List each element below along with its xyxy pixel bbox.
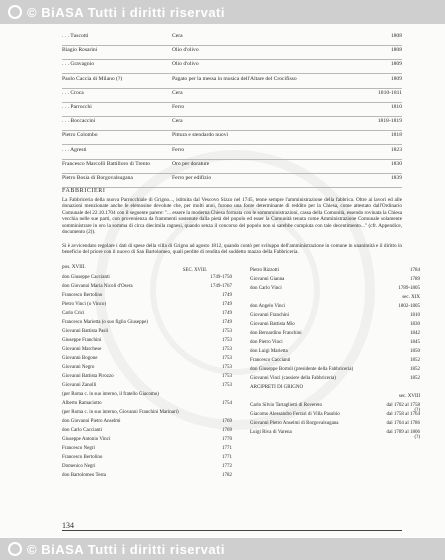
list-item bbox=[62, 329, 232, 338]
list-item bbox=[62, 374, 232, 383]
year-range: 1852 bbox=[410, 358, 420, 363]
table-cell-name: . . . Parrocchi bbox=[62, 104, 92, 110]
year-range: 1852 bbox=[410, 376, 420, 381]
watermark-banner-top bbox=[0, 0, 445, 24]
year-range: 1810 bbox=[410, 313, 420, 318]
list-item bbox=[250, 277, 420, 286]
table-cell-material: Ferro bbox=[172, 104, 185, 110]
table-cell-year: 1839 bbox=[390, 175, 402, 181]
year-range: 1782 bbox=[222, 473, 232, 478]
list-item bbox=[62, 302, 232, 311]
list-item bbox=[62, 401, 232, 410]
table-cell-year: 1810-1811 bbox=[377, 89, 402, 96]
list-item bbox=[250, 349, 420, 358]
table-cell-name: . . . Tuscotti bbox=[62, 33, 89, 39]
table-cell-year: 1830 bbox=[390, 160, 402, 167]
row-separator bbox=[62, 88, 402, 89]
person-name: Carlo Crici bbox=[62, 311, 85, 316]
person-name: Domenico Negri bbox=[62, 464, 96, 469]
list-item bbox=[62, 446, 232, 455]
table-cell-material: Pittura e stendardo nuovi bbox=[172, 132, 229, 139]
fabbricieri-right-column bbox=[250, 268, 420, 439]
list-item bbox=[250, 295, 420, 304]
person-name: don Giuseppe Caccianti bbox=[62, 275, 110, 280]
person-name: Francesco Caccianti bbox=[250, 358, 291, 363]
footer-rule bbox=[62, 530, 402, 531]
list-item bbox=[62, 356, 232, 365]
list-item bbox=[62, 410, 232, 419]
list-item bbox=[62, 347, 232, 356]
year-range: 1753 bbox=[222, 356, 232, 361]
list-item bbox=[62, 320, 232, 329]
year-range: 1749-1750 bbox=[210, 275, 232, 280]
year-range: 1769 bbox=[222, 419, 232, 424]
table-cell-name: . . . Croca bbox=[62, 89, 84, 96]
person-name: Carlo Silvio Tartaglietti di Rovereto bbox=[250, 403, 323, 408]
person-name: Giovanni Negro bbox=[62, 365, 95, 370]
year-range: 1753 bbox=[222, 383, 232, 388]
row-separator bbox=[62, 173, 402, 174]
list-item bbox=[250, 421, 420, 430]
person-name: don Pietro Vinci bbox=[250, 340, 283, 345]
paragraph: pos. XVIII. bbox=[62, 264, 86, 270]
table-cell-year: 1809 bbox=[390, 61, 402, 68]
year-range: 1749 bbox=[222, 302, 232, 307]
column-header: SEC. XVIII. bbox=[182, 268, 207, 273]
row-separator bbox=[62, 144, 402, 145]
page-number: 134 bbox=[62, 521, 74, 530]
list-item bbox=[62, 338, 232, 347]
year-range: sec. XVIII bbox=[398, 394, 420, 399]
list-item bbox=[62, 284, 232, 293]
person-name: (per Roma c. in suo interno, Giovanni Franchini Marinari) bbox=[62, 410, 179, 415]
person-name: Pietro Rizzotti bbox=[250, 268, 280, 273]
person-name: Giuseppe Antonio Vinci bbox=[62, 437, 111, 442]
row-separator bbox=[62, 187, 402, 188]
table-cell-name: Francesco Marcolli Battilloro di Trento bbox=[62, 160, 150, 167]
fabbricieri-left-column bbox=[62, 268, 232, 482]
section-title: FABBRICIERI bbox=[62, 188, 106, 194]
list-item bbox=[250, 331, 420, 340]
person-name: don Luigi Marietta bbox=[250, 349, 288, 354]
row-separator bbox=[62, 59, 402, 60]
person-name: don Angelo Vinci bbox=[250, 304, 286, 309]
list-item bbox=[62, 455, 232, 464]
year-range: 1850 bbox=[410, 349, 420, 354]
watermark-banner-bottom bbox=[0, 538, 445, 560]
person-name: Giovanni Zanolli bbox=[62, 383, 97, 388]
table-cell-material: Olio d'olivo bbox=[172, 61, 199, 68]
table-cell-year: 1808 bbox=[390, 33, 402, 39]
table-cell-name: . . . Boccaccini bbox=[62, 118, 96, 125]
paragraph: La Fabbriceria della nuova Parrocchiale di Grigno..., istituita dal Vescovo Sizzo nel 1745, tenne sempre l'amministrazione della fabbrica. Oltre ai lavori ed alle donazioni menzionate anche le elemosine devolute che, per molti anni, furono una fonte determinante di reddito per la Chiesa, come attestato dall'Ordinario Comunale del 22.10.1704 con il seguente parere: "... essere la moderna Chiesa formata con le sommministrazioni, cassa della Comunità, essendo rovinata la Chiesa vecchia nelle sue parti, con provenienza da frammenti sostenute dalla pietà del popolo ed esser la Comunità tenuta come Amministrazione Comunale solamente somministrare in oro la somma di circa diecimila ragnesi, quando senza il concorso del popolo non si sarebbe compiuta con tale decentimento..." (cfr. Appendice, documento (2)). bbox=[62, 197, 402, 236]
list-item bbox=[62, 383, 232, 392]
year-range: 1753 bbox=[222, 347, 232, 352]
year-range: 1753 bbox=[222, 338, 232, 343]
list-item bbox=[62, 293, 232, 302]
person-name: Giovanni Battista Pasli bbox=[62, 329, 109, 334]
person-name: Pietro Vinci (o Vinco) bbox=[62, 302, 107, 307]
year-range: 1753 bbox=[222, 329, 232, 334]
year-range: 1772 bbox=[222, 464, 232, 469]
table-cell-material: Pagato per la messa in musica dell'Altare del Crocifisso bbox=[172, 75, 297, 82]
year-range: 1749 bbox=[222, 293, 232, 298]
person-name: Francesco Bertolino bbox=[62, 293, 103, 298]
person-name: (per Roma c. in suo interno, il fratello Giacomo) bbox=[62, 392, 159, 397]
year-range: 1771 bbox=[222, 455, 232, 460]
person-name: Giovanni Gianna bbox=[250, 277, 285, 282]
year-range: 1770 bbox=[222, 437, 232, 442]
list-item bbox=[62, 473, 232, 482]
list-item bbox=[62, 437, 232, 446]
year-range: 1789 bbox=[410, 277, 420, 282]
person-name: Giovanni Franchini bbox=[250, 313, 290, 318]
table-cell-material: Ferro per edifizio bbox=[172, 175, 212, 181]
person-name: Giovanni Vinci (cassiere della Fabbriceria) bbox=[250, 376, 336, 381]
list-item bbox=[250, 430, 420, 439]
year-range: 1830 bbox=[410, 322, 420, 327]
person-name: Francesco Bertolino bbox=[62, 455, 103, 460]
list-item bbox=[250, 322, 420, 331]
year-range: sec. XIX bbox=[402, 295, 420, 300]
year-range: dal 1764 al 1786 bbox=[386, 421, 420, 426]
paragraph: Si è avvicendato regolare i dati di spese della villa di Grigno ad agosto 1812, quando contò per sviluppo dell'amministrazione in comune in unanimità e il diritto in beneficio del priore con il nuovo di San Bartolomeo, quali perdite di rendita del suddetto mazzo della Fabbriceria. bbox=[62, 243, 402, 256]
list-item bbox=[62, 275, 232, 284]
year-range: 1753 bbox=[222, 374, 232, 379]
person-name: Giovanni Pietro Anselmi di Borgovalsugana bbox=[250, 421, 339, 426]
year-range: 1842 bbox=[410, 331, 420, 336]
row-separator bbox=[62, 116, 402, 117]
person-name: Francesco Negri bbox=[62, 446, 95, 451]
year-range: 1802-1805 bbox=[398, 304, 420, 309]
table-cell-material: Olio d'olivo bbox=[172, 47, 199, 54]
table-cell-material: Oro per dorature bbox=[172, 160, 210, 167]
year-range: 1784 bbox=[410, 268, 420, 273]
row-separator bbox=[62, 73, 402, 74]
list-item bbox=[250, 376, 420, 385]
list-item bbox=[62, 428, 232, 437]
list-item bbox=[250, 340, 420, 349]
copyright-icon bbox=[8, 542, 22, 556]
person-name: don Giovanni Maria Nicoli d'Osera bbox=[62, 284, 133, 289]
row-separator bbox=[62, 130, 402, 131]
table-cell-material: Ferro bbox=[172, 146, 185, 153]
year-range: 1753 bbox=[222, 365, 232, 370]
year-range: 1852 bbox=[410, 367, 420, 372]
person-name: don Giovanni Pietro Anselmi bbox=[62, 419, 121, 424]
table-cell-name: . . . Agresti bbox=[62, 146, 87, 153]
year-range: 1789-1805 bbox=[398, 286, 420, 291]
copyright-icon bbox=[8, 5, 22, 19]
table-cell-year: 1810 bbox=[390, 104, 402, 110]
list-item bbox=[62, 365, 232, 374]
person-name: Alberto Ramaciotto bbox=[62, 401, 102, 406]
person-name: Giacomo Alessandro Ferrari di Villa Pasubio bbox=[250, 412, 340, 417]
year-range: 1771 bbox=[222, 446, 232, 451]
list-item bbox=[62, 392, 232, 401]
year-range: dal 1758 al 1764 bbox=[386, 412, 420, 417]
list-item bbox=[250, 385, 420, 394]
table-cell-material: Cera bbox=[172, 89, 183, 96]
year-range: 1769 bbox=[222, 428, 232, 433]
person-name: don Bartolomeo Testa bbox=[62, 473, 106, 478]
table-cell-name: Pietro Colombo bbox=[62, 132, 98, 139]
list-item bbox=[250, 286, 420, 295]
table-cell-year: 1823 bbox=[390, 146, 402, 153]
year-range: 1749 bbox=[222, 311, 232, 316]
list-item bbox=[62, 311, 232, 320]
year-range: 1749-1767 bbox=[210, 284, 232, 289]
list-item bbox=[250, 403, 420, 412]
person-name: Luigi Riva di Varena bbox=[250, 430, 292, 435]
person-name: don Carlo Vinci bbox=[250, 286, 282, 291]
list-item bbox=[250, 313, 420, 322]
year-range: dal 1789 al 1806 (?) bbox=[386, 430, 420, 440]
list-item bbox=[250, 268, 420, 277]
year-range: 1749 bbox=[222, 320, 232, 325]
person-name: Giovanni Battista Pirozzo bbox=[62, 374, 114, 379]
row-separator bbox=[62, 102, 402, 103]
table-cell-year: 1808 bbox=[390, 47, 402, 54]
watermark-text: © BiASA Tutti i diritti riservati bbox=[27, 541, 225, 557]
table-cell-material: Cera bbox=[172, 118, 183, 125]
row-separator bbox=[62, 159, 402, 160]
year-range: 1845 bbox=[410, 340, 420, 345]
list-item bbox=[62, 419, 232, 428]
person-name: Giuseppe Franchini bbox=[62, 338, 102, 343]
list-item bbox=[250, 412, 420, 421]
year-range: 1754 bbox=[222, 401, 232, 406]
table-cell-name: Biagio Rosarini bbox=[62, 47, 98, 54]
person-name: Giovanni Battista Mio bbox=[250, 322, 295, 327]
table-cell-name: Paolo Caccia di Milano (?) bbox=[62, 75, 123, 82]
list-item bbox=[62, 464, 232, 473]
list-item bbox=[250, 394, 420, 403]
table-cell-year: 1809 bbox=[390, 75, 402, 82]
person-name: don Bernardino Franchini bbox=[250, 331, 302, 336]
year-range: dal 1702 al 1758 (?) bbox=[386, 403, 420, 413]
person-name: don Carlo Caccianti bbox=[62, 428, 102, 433]
table-cell-material: Cera bbox=[172, 33, 183, 39]
table-cell-name: Pietro Bosia di Borgovalsugana bbox=[62, 175, 133, 181]
watermark-text: © BiASA Tutti i diritti riservati bbox=[27, 4, 225, 20]
person-name: Giovanni Marchese bbox=[62, 347, 102, 352]
table-cell-name: . . . Gravagnio bbox=[62, 61, 95, 68]
person-name: Francesco Marietta (o suo figlio Giuseppe) bbox=[62, 320, 148, 325]
person-name: ARCIPRETI DI GRIGNO bbox=[250, 385, 304, 390]
list-item bbox=[250, 358, 420, 367]
person-name: Giovanni Bogone bbox=[62, 356, 98, 361]
table-cell-year: 1818 bbox=[390, 132, 402, 139]
list-item bbox=[250, 367, 420, 376]
person-name: don Giuseppe Bortoli (presidente della Fabbriceria) bbox=[250, 367, 354, 372]
table-cell-year: 1818-1819 bbox=[377, 118, 402, 125]
row-separator bbox=[62, 45, 402, 46]
list-item bbox=[250, 304, 420, 313]
